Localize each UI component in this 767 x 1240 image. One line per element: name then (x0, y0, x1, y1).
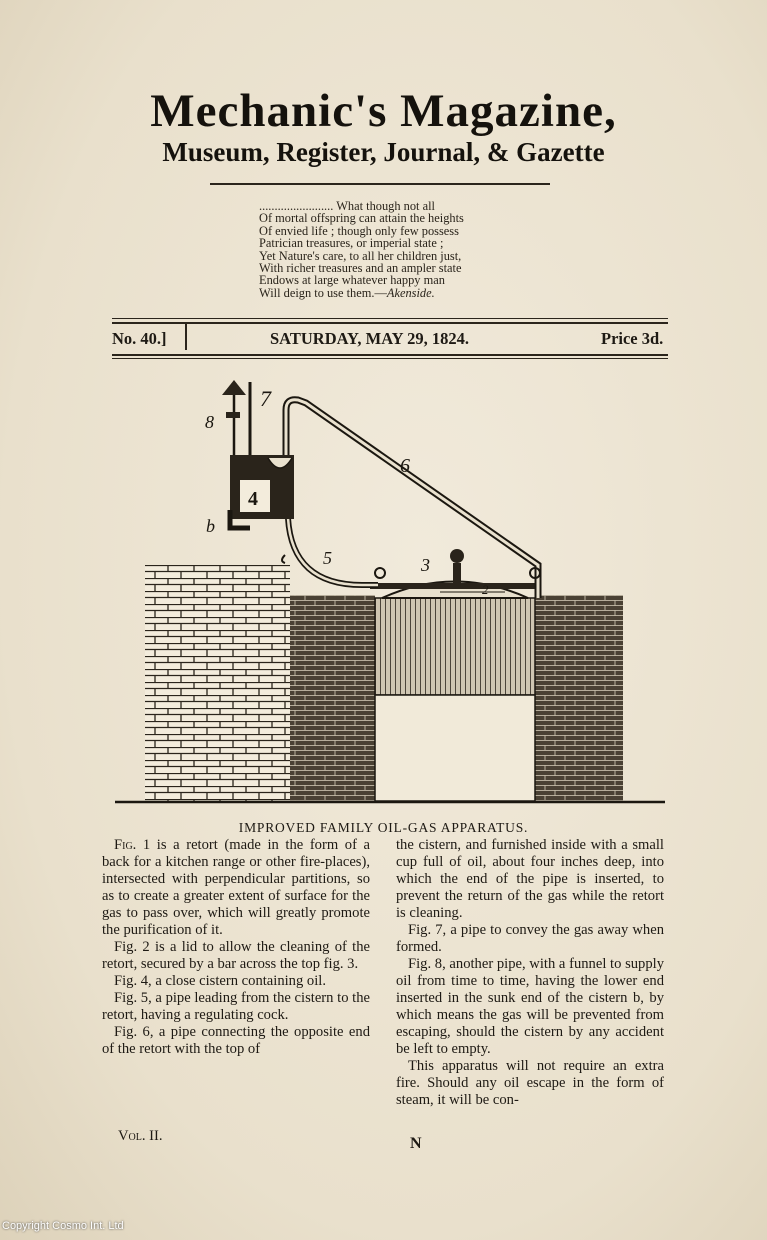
epigraph-line: With richer treasures and an ampler state (259, 261, 462, 276)
fireplace-opening (375, 695, 535, 801)
signature-mark: N (410, 1135, 422, 1152)
issue-rule-bottom-2 (112, 358, 668, 359)
figure-label-7: 7 (260, 386, 271, 411)
pipe-8-cock (226, 412, 240, 418)
figure-label-6: 6 (400, 455, 410, 477)
figure-label-b: b (206, 516, 215, 536)
issue-rule-top-2 (112, 322, 668, 324)
fig-lead: Fig. 1 (114, 837, 151, 853)
volume-mark: Vol. II. (118, 1128, 163, 1144)
lid-hook-left (375, 568, 385, 578)
issue-number: No. 40.] (112, 329, 167, 348)
article-caption: IMPROVED FAMILY OIL-GAS APPARATUS. (238, 820, 529, 835)
issue-line (112, 328, 668, 352)
issue-rule-top (112, 318, 668, 319)
figure-label-5: 5 (323, 548, 332, 568)
paragraph: This apparatus will not require an extra fire. Should any oil escape in the form of steam, it will be con- (396, 1058, 664, 1108)
pipe-5 (288, 518, 378, 585)
left-brick-wall (145, 565, 290, 801)
paragraph-text: is a retort (made in the form of a back for a kitchen range or other fire-places), intersected with perpendicular partitions, so as to create a greater extent of surface for the gas to pass over, which will greatly promote the purification of it. (102, 837, 371, 938)
pipe-hook-left (282, 555, 285, 563)
right-brick-wall (535, 595, 623, 801)
lid-screw (453, 563, 461, 589)
paragraph: Fig. 8, another pipe, with a funnel to supply oil from time to time, having the lower end inserted in the sunk end of the cistern b, by which means the gas will be prevented from escaping, should the cistern by any accident be left to empty. (396, 956, 664, 1057)
epigraph (259, 200, 559, 299)
copyright-watermark: Copyright Cosmo Int. Ltd (2, 1220, 124, 1232)
epigraph-line: Yet Nature's care, to all her children just, (259, 248, 462, 263)
article-left-column (102, 837, 370, 1058)
paragraph: Fig. 6, a pipe connecting the opposite end of the retort with the top of (102, 1024, 370, 1057)
masthead-title: Mechanic's Magazine, (150, 85, 617, 137)
pipe-6 (286, 400, 538, 598)
epigraph-author: Akenside. (386, 285, 435, 300)
center-brick-wall (290, 595, 375, 801)
paragraph (102, 837, 370, 939)
pipe-5-inner (288, 518, 378, 585)
epigraph-line: Of envied life ; though only few possess (259, 223, 459, 238)
retort-body (375, 598, 535, 695)
epigraph-last-line (259, 287, 559, 299)
epigraph-line: Endows at large whatever happy man (259, 273, 445, 288)
issue-price: Price 3d. (601, 329, 664, 348)
figure-label-2: 2 (482, 582, 489, 597)
article-right-column (396, 837, 664, 1109)
issue-date: SATURDAY, MAY 29, 1824. (270, 329, 469, 348)
epigraph-line: Patrician treasures, or imperial state ; (259, 236, 444, 251)
epigraph-text: Will deign to use them.— (259, 285, 387, 300)
figure-label-8: 8 (205, 412, 214, 432)
figure-label-4: 4 (248, 488, 258, 510)
epigraph-line: Of mortal offspring can attain the heights (259, 211, 464, 226)
paragraph: the cistern, and furnished inside with a small cup full of oil, about four inches deep, into which the end of the pipe is inserted, to prevent the return of the gas while the retort is cleaning. (396, 837, 664, 921)
paragraph: Fig. 5, a pipe leading from the cistern to the retort, having a regulating cock. (102, 990, 370, 1023)
masthead-rule (210, 183, 550, 185)
epigraph-line: ........................ What though not all (259, 199, 435, 213)
masthead-subtitle: Museum, Register, Journal, & Gazette (162, 137, 605, 167)
pipe-6-inner (286, 400, 538, 598)
lid-knob (450, 549, 464, 563)
paragraph: Fig. 4, a close cistern containing oil. (114, 973, 326, 989)
figure-label-3: 3 (421, 555, 430, 575)
paragraph: Fig. 2 is a lid to allow the cleaning of the retort, secured by a bar across the top fig. 3. (102, 939, 370, 972)
pipe-8-funnel (222, 380, 246, 395)
issue-rule-bottom (112, 354, 668, 356)
paragraph: Fig. 7, a pipe to convey the gas away when formed. (396, 922, 664, 955)
oil-gas-apparatus-figure (110, 370, 670, 810)
